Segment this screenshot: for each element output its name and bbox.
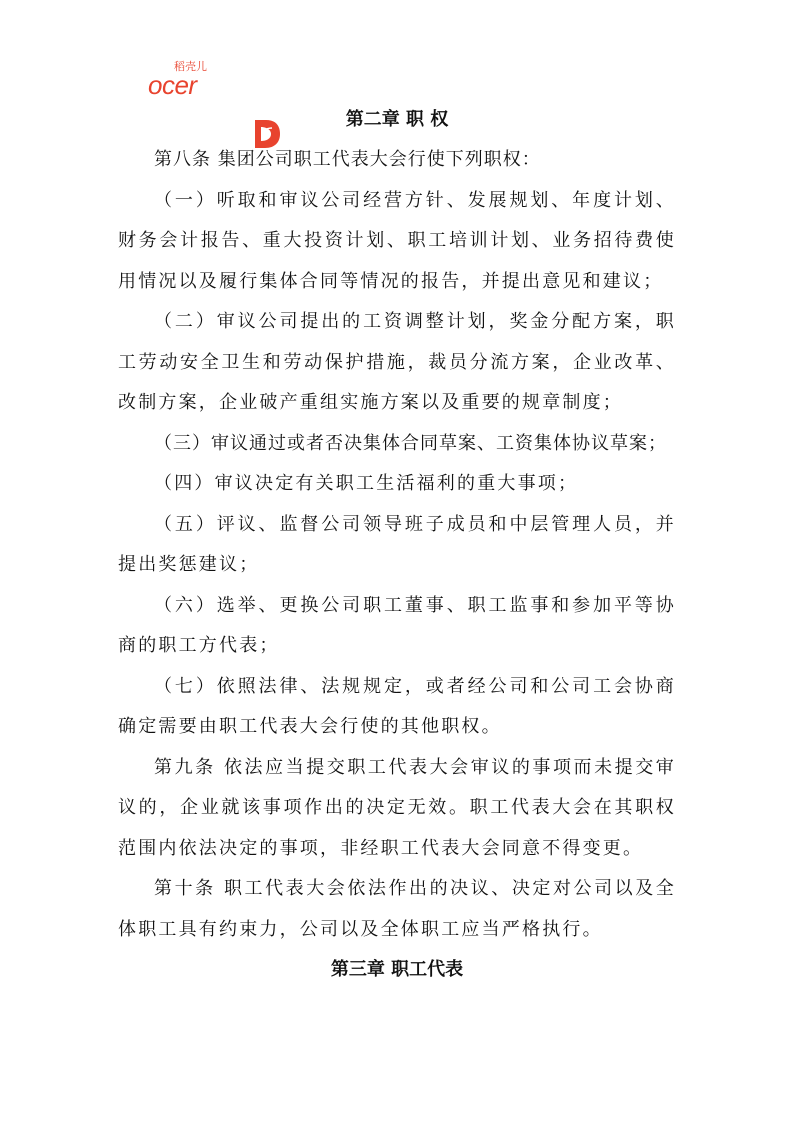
article-8-item-5: （五）评议、监督公司领导班子成员和中层管理人员，并提出奖惩建议； [118,513,676,575]
article-8-item-4: （四）审议决定有关职工生活福利的重大事项； [154,473,579,494]
logo-chinese-text: 稻壳儿 [174,60,207,73]
article-10: 第十条 职工代表大会依法作出的决议、决定对公司以及全体职工具有约束力，公司以及全体职工应当严格执行。 [118,878,676,940]
chapter-2-heading: 第二章 职 权 [345,109,449,130]
article-8-item-2: （二）审议公司提出的工资调整计划，奖金分配方案，职工劳动安全卫生和劳动保护措施，裁员分流方案，企业改革、改制方案，企业破产重组实施方案以及重要的规章制度； [118,311,676,413]
article-8-item-7: （七）依照法律、法规规定，或者经公司和公司工会协商确定需要由职工代表大会行使的其他职权。 [118,675,676,737]
article-8-item-6: （六）选举、更换公司职工董事、职工监事和参加平等协商的职工方代表； [118,594,676,656]
chapter-3-heading: 第三章 职工代表 [330,959,464,980]
logo-word-text: ocer [148,70,197,100]
document-body [118,100,676,990]
article-8-item-1: （一）听取和审议公司经营方针、发展规划、年度计划、财务会计报告、重大投资计划、职工培训计划、业务招待费使用情况以及履行集体合同等情况的报告，并提出意见和建议； [118,189,676,292]
article-9: 第九条 依法应当提交职工代表大会审议的事项而未提交审议的，企业就该事项作出的决定无效。职工代表大会在其职权范围内依法决定的事项，非经职工代表大会同意不得变更。 [118,756,676,859]
article-8: 第八条 集团公司职工代表大会行使下列职权： [154,149,541,170]
article-8-item-3: （三）审议通过或者否决集体合同草案、工资集体协议草案； [154,432,667,454]
